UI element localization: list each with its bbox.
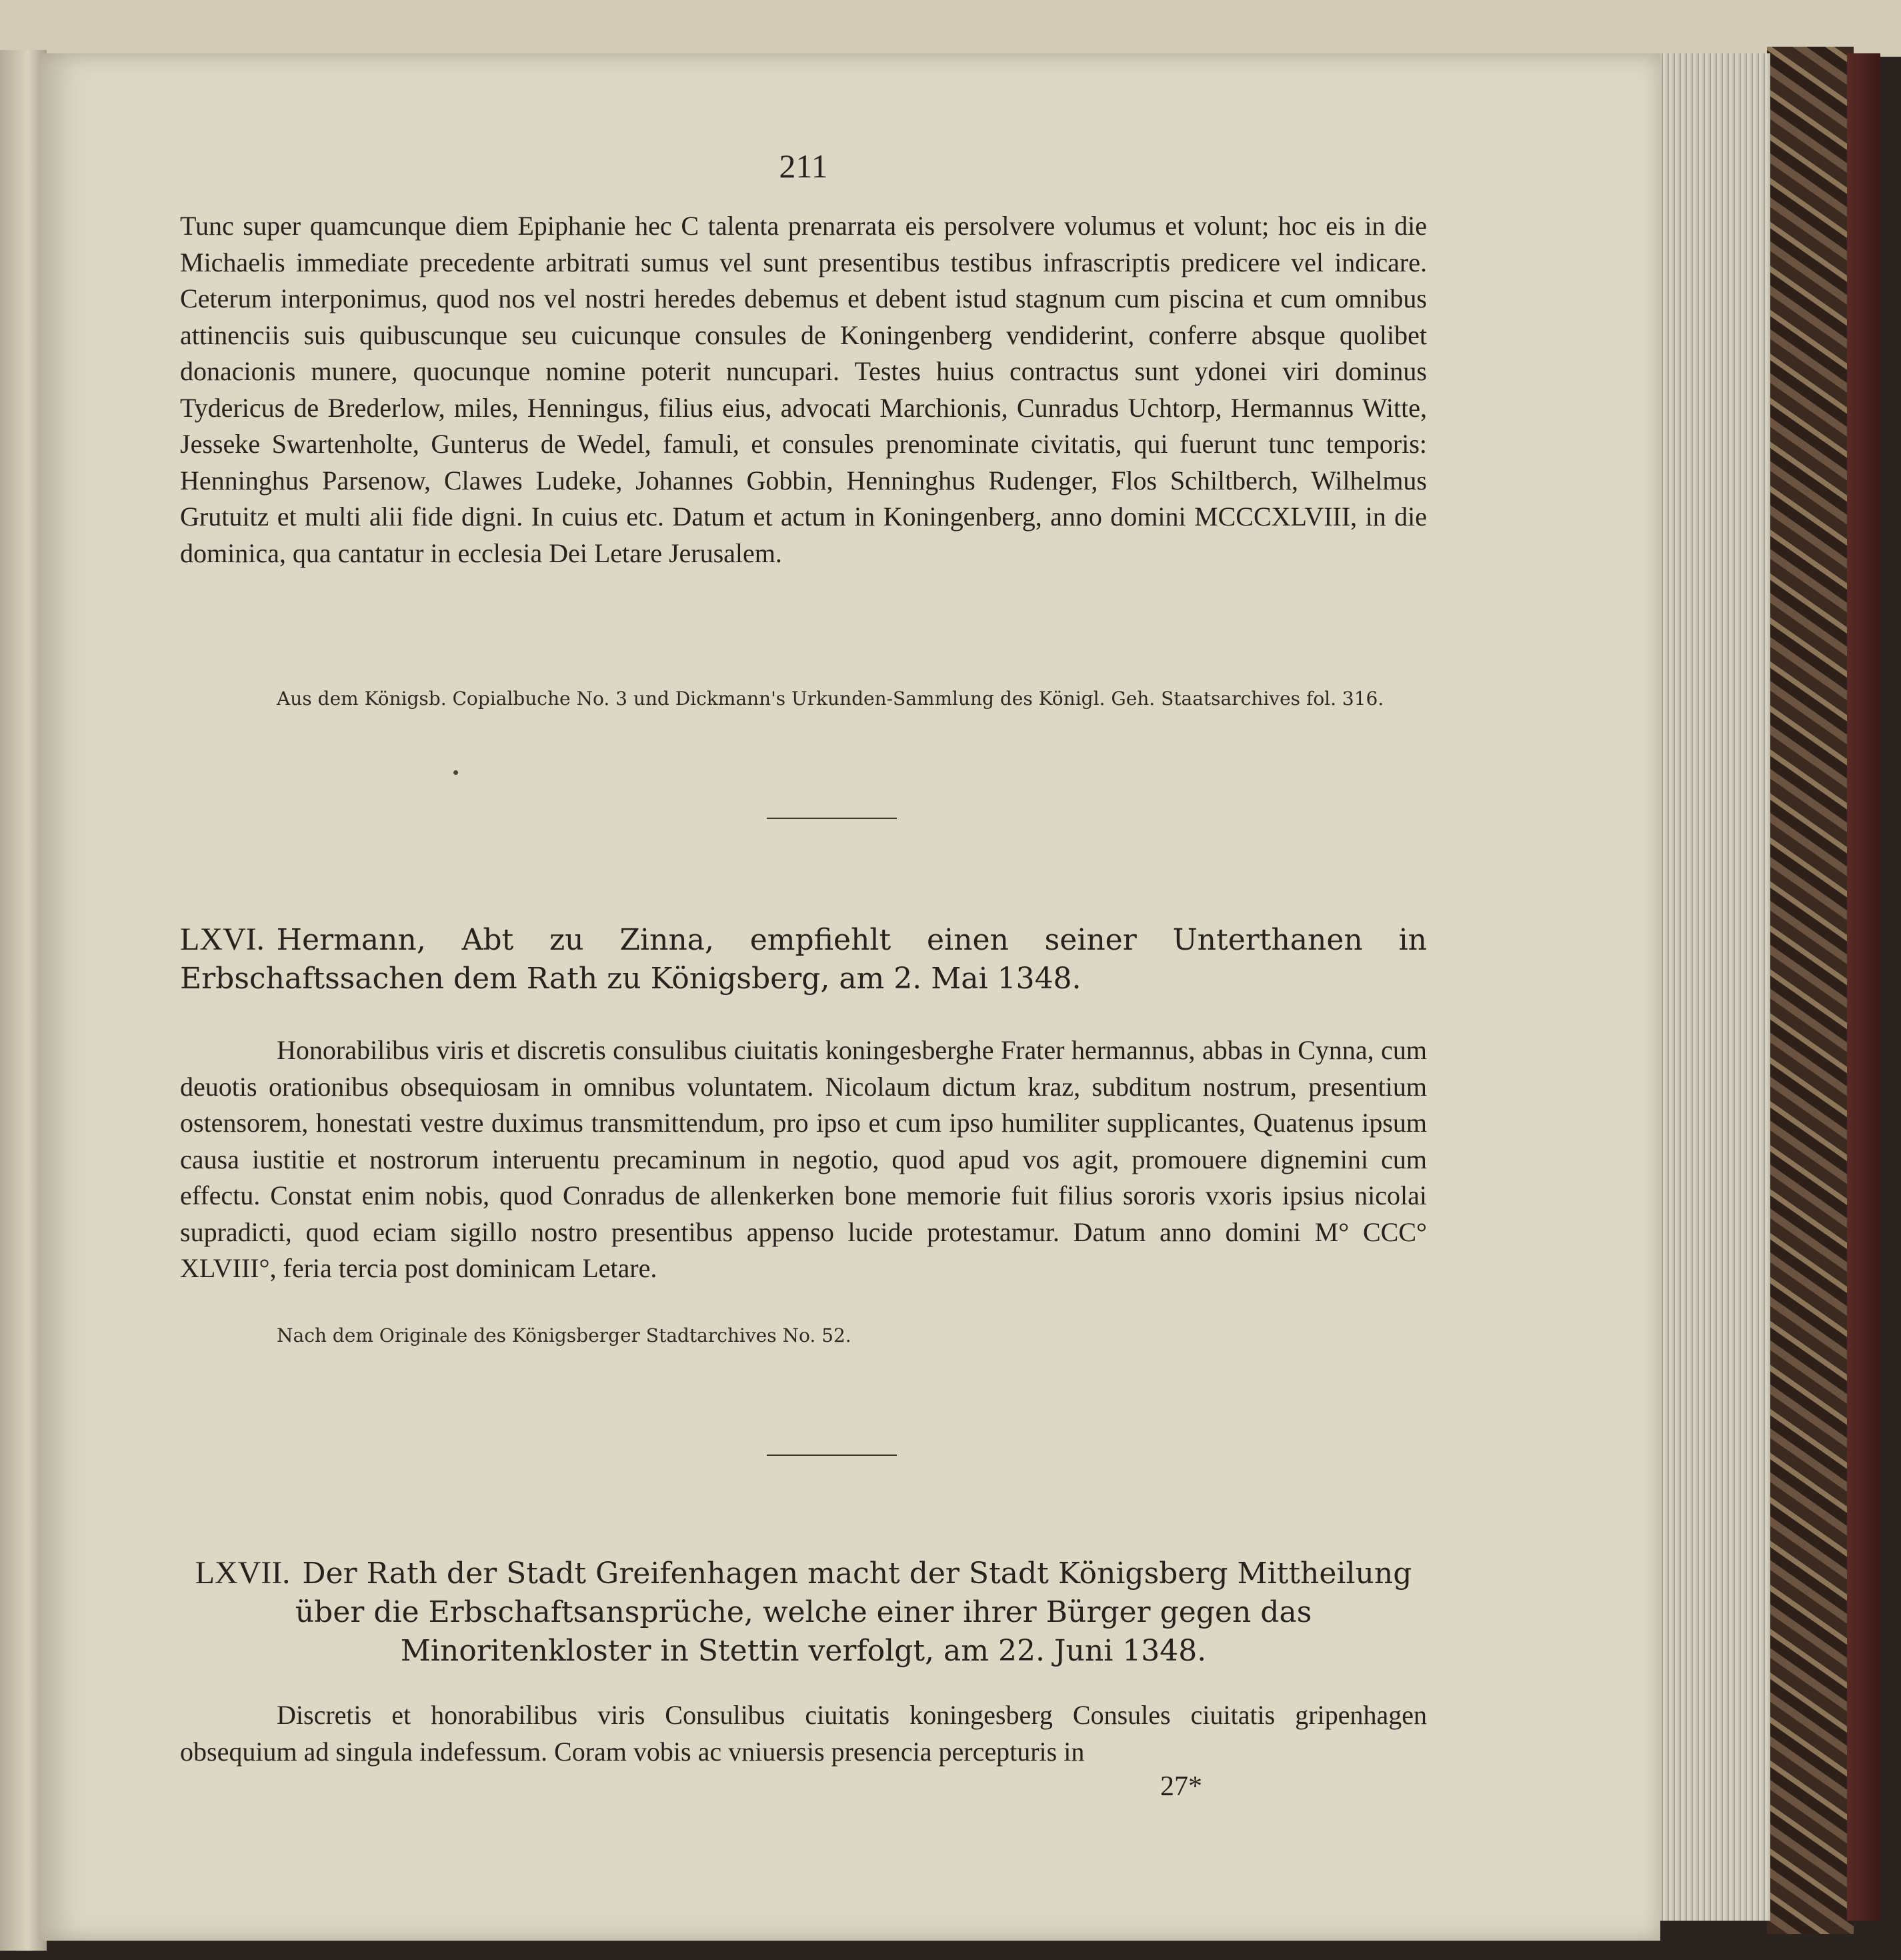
- document-number: LXVI.: [180, 922, 265, 957]
- continuation-paragraph: Tunc super quamcunque diem Epiphanie hec C talenta prenarrata eis persolvere volumus et volunt; hoc eis in die Michaelis immediate precedente arbitrati sumus vel sunt presentibus testibus infrascriptis predicere vel indicare. Ceterum interponimus, quod nos vel nostri heredes debemus et debent istud stagnum cum piscina et cum omnibus attinenciis suis quibuscunque seu cuicunque consules de Koningenberg vendiderint, conferre absque quolibet donacionis munere, quocunque nomine poterit nuncupari. Testes huius contractus sunt ydonei viri dominus Tydericus de Brederlow, miles, Henningus, filius eius, advocati Marchionis, Cunradus Uchtorp, Hermannus Witte, Jesseke Swartenholte, Gunterus de Wedel, famuli, et consules prenominate civitatis, qui fuerunt tunc temporis: Henninghus Parsenow, Clawes Ludeke, Johannes Gobbin, Henninghus Rudenger, Flos Schiltberch, Wilhelmus Grutuitz et multi alii fide digni. In cuius etc. Datum et actum in Koningenberg, anno domini MCCCXLVIII, in die dominica, qua cantatur in ecclesia Dei Letare Jerusalem.: [180, 211, 1427, 568]
- top-strip: [0, 0, 1901, 57]
- continuation-source-note: Aus dem Königsb. Copialbuche No. 3 und Dickmann's Urkunden-Sammlung des Königl. Geh. Staatsarchives fol. 316.: [277, 688, 1384, 710]
- document-title: Hermann, Abt zu Zinna, empfiehlt einen seiner Unterthanen in Erbschaftssachen dem Rath zu Königsberg, am 2. Mai 1348.: [180, 923, 1427, 996]
- book-cover-spine: [1847, 53, 1880, 1921]
- document-number: LXVII.: [195, 1555, 291, 1591]
- printer-signature: 27*: [1160, 1771, 1202, 1802]
- page-number: 211: [779, 147, 828, 185]
- document-source-note-lxvi: Nach dem Originale des Königsberger Stadtarchives No. 52.: [277, 1324, 851, 1346]
- document-text-lxvii: Discretis et honorabilibus viris Consulibus ciuitatis koningesberg Consules ciuitatis gripenhagen obsequium ad singula indefessum. Coram vobis ac vniuersis presencia percepturis in: [180, 1700, 1427, 1767]
- document-text-lxvi: Honorabilibus viris et discretis consulibus ciuitatis koningesberghe Frater hermannus, abbas in Cynna, cum deuotis orationibus obsequiosam in omnibus voluntatem. Nicolaum dictum kraz, subditum nostrum, presentium ostensorem, honestati vestre duximus transmittendum, pro ipso et cum ipso humiliter supplicantes, Quatenus ipsum causa iustitie et nostrorum interuentu precaminum in negotio, quod apud vos agit, promouere dignemini cum effectu. Constat enim nobis, quod Conradus de allenkerken bone memorie fuit filius sororis vxoris ipsius nicolai supradicti, quod eciam sigillo nostro presentibus appenso lucide protestamur. Datum anno domini M° CCC° XLVIII°, feria tercia post dominicam Letare.: [180, 1035, 1427, 1283]
- ink-speck: [453, 770, 458, 775]
- section-divider: [767, 1454, 897, 1456]
- book-page: [40, 53, 1660, 1941]
- document-heading-lxvii: [180, 1554, 1427, 1671]
- page-edges: [1654, 53, 1770, 1921]
- document-title: Der Rath der Stadt Greifenhagen macht der Stadt Königsberg Mittheilung über die Erbschaftsansprüche, welche einer ihrer Bürger gegen das Minoritenkloster in Stettin verfolgt, am 22. Juni 1348.: [295, 1557, 1412, 1668]
- document-heading-lxvi: [180, 920, 1427, 998]
- book-cover-marbled: [1767, 47, 1854, 1934]
- section-divider: [767, 818, 897, 819]
